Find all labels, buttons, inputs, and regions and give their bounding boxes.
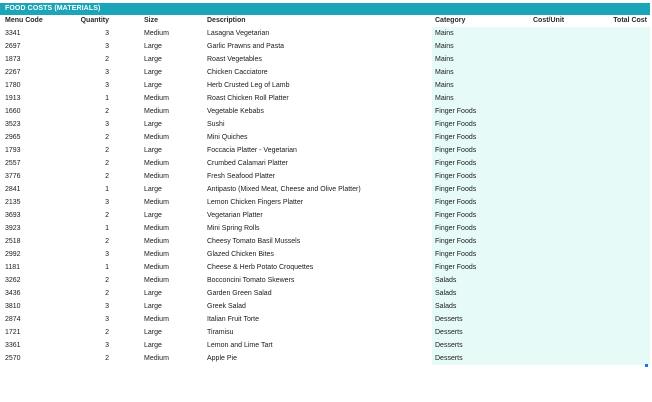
category-cell[interactable]: Mains [435, 43, 454, 50]
quantity-cell[interactable]: 1 [105, 95, 109, 102]
total-cell-background[interactable] [588, 131, 650, 144]
size-cell[interactable]: Large [144, 56, 162, 63]
cost-cell-background[interactable] [530, 183, 588, 196]
category-cell[interactable]: Desserts [435, 342, 463, 349]
total-cell-background[interactable] [588, 144, 650, 157]
header-description[interactable]: Description [207, 17, 246, 24]
description-cell[interactable]: Sushi [207, 121, 225, 128]
size-cell[interactable]: Medium [144, 316, 169, 323]
size-cell[interactable]: Large [144, 290, 162, 297]
table-row [0, 53, 650, 66]
quantity-cell[interactable]: 2 [105, 329, 109, 336]
category-cell[interactable]: Salads [435, 290, 457, 297]
category-cell[interactable]: Finger Foods [435, 121, 477, 128]
size-cell[interactable]: Medium [144, 199, 169, 206]
size-cell[interactable]: Large [144, 121, 162, 128]
menu-code-cell[interactable]: 2841 [5, 186, 21, 193]
category-cell[interactable]: Salads [435, 303, 457, 310]
description-cell[interactable]: Antipasto (Mixed Meat, Cheese and Olive Platter) [207, 186, 361, 193]
menu-code-cell[interactable]: 2518 [5, 238, 21, 245]
table-row [0, 105, 650, 118]
total-cell-background[interactable] [588, 53, 650, 66]
total-cell-background[interactable] [588, 222, 650, 235]
size-cell[interactable]: Medium [144, 30, 169, 37]
cost-cell-background[interactable] [530, 274, 588, 287]
cost-cell-background[interactable] [530, 287, 588, 300]
quantity-cell[interactable]: 3 [105, 43, 109, 50]
quantity-cell[interactable]: 3 [105, 30, 109, 37]
cost-cell-background[interactable] [530, 79, 588, 92]
quantity-cell[interactable]: 2 [105, 290, 109, 297]
category-cell[interactable]: Mains [435, 30, 454, 37]
total-cell-background[interactable] [588, 287, 650, 300]
size-cell[interactable]: Medium [144, 134, 169, 141]
description-cell[interactable]: Lasagna Vegetarian [207, 30, 270, 37]
description-cell[interactable]: Greek Salad [207, 303, 246, 310]
category-cell[interactable]: Desserts [435, 329, 463, 336]
cost-cell-background[interactable] [530, 92, 588, 105]
menu-code-cell[interactable]: 1913 [5, 95, 21, 102]
size-cell[interactable]: Medium [144, 264, 169, 271]
header-size[interactable]: Size [144, 17, 159, 24]
total-cell-background[interactable] [588, 300, 650, 313]
quantity-cell[interactable]: 2 [105, 355, 109, 362]
menu-code-cell[interactable]: 1873 [5, 56, 21, 63]
quantity-cell[interactable]: 2 [105, 238, 109, 245]
category-cell[interactable]: Finger Foods [435, 108, 477, 115]
quantity-cell[interactable]: 2 [105, 173, 109, 180]
description-cell[interactable]: Vegetable Kebabs [207, 108, 264, 115]
size-cell[interactable]: Large [144, 82, 162, 89]
category-cell[interactable]: Finger Foods [435, 238, 477, 245]
cost-cell-background[interactable] [530, 261, 588, 274]
cost-cell-background[interactable] [530, 222, 588, 235]
menu-code-cell[interactable]: 3523 [5, 121, 21, 128]
menu-code-cell[interactable]: 2267 [5, 69, 21, 76]
table-row [0, 222, 650, 235]
table-row [0, 261, 650, 274]
menu-code-cell[interactable]: 3341 [5, 30, 21, 37]
total-cell-background[interactable] [588, 196, 650, 209]
header-menu-code[interactable]: Menu Code [5, 17, 43, 24]
category-cell[interactable]: Finger Foods [435, 173, 477, 180]
total-cell-background[interactable] [588, 66, 650, 79]
menu-code-cell[interactable]: 1660 [5, 108, 21, 115]
size-cell[interactable]: Medium [144, 108, 169, 115]
table-row [0, 248, 650, 261]
category-cell[interactable]: Finger Foods [435, 212, 477, 219]
cost-cell-background[interactable] [530, 209, 588, 222]
header-quantity[interactable]: Quantity [80, 17, 109, 24]
menu-code-cell[interactable]: 2135 [5, 199, 21, 206]
category-cell[interactable]: Finger Foods [435, 186, 477, 193]
description-cell[interactable]: Lemon and Lime Tart [207, 342, 273, 349]
quantity-cell[interactable]: 2 [105, 160, 109, 167]
quantity-cell[interactable]: 3 [105, 316, 109, 323]
description-cell[interactable]: Tiramisu [207, 329, 234, 336]
description-cell[interactable]: Italian Fruit Torte [207, 316, 260, 323]
table-row [0, 40, 650, 53]
quantity-cell[interactable]: 2 [105, 277, 109, 284]
total-cell-background[interactable] [588, 248, 650, 261]
menu-code-cell[interactable]: 3776 [5, 173, 21, 180]
quantity-cell[interactable]: 3 [105, 199, 109, 206]
cost-cell-background[interactable] [530, 352, 588, 365]
total-cell-background[interactable] [588, 40, 650, 53]
category-cell[interactable]: Finger Foods [435, 199, 477, 206]
menu-code-cell[interactable]: 3262 [5, 277, 21, 284]
total-cell-background[interactable] [588, 105, 650, 118]
table-title: FOOD COSTS (MATERIALS) [0, 3, 650, 15]
size-cell[interactable]: Medium [144, 355, 169, 362]
size-cell[interactable]: Large [144, 342, 162, 349]
total-cell-background[interactable] [588, 274, 650, 287]
menu-code-cell[interactable]: 2697 [5, 43, 21, 50]
category-cell[interactable]: Finger Foods [435, 251, 477, 258]
size-cell[interactable]: Large [144, 212, 162, 219]
category-cell[interactable]: Finger Foods [435, 147, 477, 154]
quantity-cell[interactable]: 2 [105, 134, 109, 141]
description-cell[interactable]: Roast Chicken Roll Platter [207, 95, 289, 102]
cost-cell-background[interactable] [530, 27, 588, 40]
total-cell-background[interactable] [588, 339, 650, 352]
cost-cell-background[interactable] [530, 248, 588, 261]
table-row [0, 66, 650, 79]
description-cell[interactable]: Garden Green Salad [207, 290, 272, 297]
menu-code-cell[interactable]: 3693 [5, 212, 21, 219]
total-cell-background[interactable] [588, 209, 650, 222]
total-cell-background[interactable] [588, 313, 650, 326]
table-row [0, 196, 650, 209]
menu-code-cell[interactable]: 3436 [5, 290, 21, 297]
cost-cell-background[interactable] [530, 53, 588, 66]
cost-cell-background[interactable] [530, 235, 588, 248]
quantity-cell[interactable]: 3 [105, 251, 109, 258]
total-cell-background[interactable] [588, 326, 650, 339]
cost-cell-background[interactable] [530, 300, 588, 313]
description-cell[interactable]: Mini Quiches [207, 134, 248, 141]
description-cell[interactable]: Herb Crusted Leg of Lamb [207, 82, 290, 89]
size-cell[interactable]: Large [144, 329, 162, 336]
cost-cell-background[interactable] [530, 105, 588, 118]
total-cell-background[interactable] [588, 157, 650, 170]
table-row [0, 326, 650, 339]
category-cell[interactable]: Mains [435, 95, 454, 102]
cost-cell-background[interactable] [530, 40, 588, 53]
table-row [0, 352, 650, 365]
menu-code-cell[interactable]: 1181 [5, 264, 21, 271]
menu-code-cell[interactable]: 2570 [5, 355, 21, 362]
table-row [0, 235, 650, 248]
quantity-cell[interactable]: 2 [105, 147, 109, 154]
table-body [0, 27, 650, 365]
table-row [0, 144, 650, 157]
cost-cell-background[interactable] [530, 131, 588, 144]
menu-code-cell[interactable]: 2557 [5, 160, 21, 167]
description-cell[interactable]: Cheese & Herb Potato Croquettes [207, 264, 314, 271]
total-cell-background[interactable] [588, 352, 650, 365]
cost-cell-background[interactable] [530, 326, 588, 339]
table-row [0, 157, 650, 170]
category-cell[interactable]: Mains [435, 56, 454, 63]
cost-cell-background[interactable] [530, 66, 588, 79]
size-cell[interactable]: Large [144, 186, 162, 193]
total-cell-background[interactable] [588, 27, 650, 40]
description-cell[interactable]: Glazed Chicken Bites [207, 251, 274, 258]
description-cell[interactable]: Foccacia Platter - Vegetarian [207, 147, 297, 154]
description-cell[interactable]: Roast Vegetables [207, 56, 262, 63]
table-row [0, 27, 650, 40]
table-row [0, 313, 650, 326]
description-cell[interactable]: Cheesy Tomato Basil Mussels [207, 238, 301, 245]
header-cost-per-unit[interactable]: Cost/Unit [533, 17, 565, 24]
category-cell[interactable]: Mains [435, 82, 454, 89]
header-total-cost[interactable]: Total Cost [613, 17, 647, 24]
size-cell[interactable]: Medium [144, 251, 169, 258]
size-cell[interactable]: Medium [144, 225, 169, 232]
quantity-cell[interactable]: 2 [105, 108, 109, 115]
cost-cell-background[interactable] [530, 313, 588, 326]
menu-code-cell[interactable]: 3361 [5, 342, 21, 349]
category-cell[interactable]: Finger Foods [435, 134, 477, 141]
quantity-cell[interactable]: 3 [105, 82, 109, 89]
total-cell-background[interactable] [588, 92, 650, 105]
table-row [0, 92, 650, 105]
cost-cell-background[interactable] [530, 157, 588, 170]
size-cell[interactable]: Medium [144, 173, 169, 180]
table-row [0, 183, 650, 196]
menu-code-cell[interactable]: 2874 [5, 316, 21, 323]
quantity-cell[interactable]: 1 [105, 225, 109, 232]
quantity-cell[interactable]: 2 [105, 212, 109, 219]
header-row [0, 15, 650, 27]
size-cell[interactable]: Medium [144, 277, 169, 284]
quantity-cell[interactable]: 3 [105, 121, 109, 128]
quantity-cell[interactable]: 3 [105, 342, 109, 349]
total-cell-background[interactable] [588, 118, 650, 131]
total-cell-background[interactable] [588, 183, 650, 196]
table-row [0, 131, 650, 144]
menu-code-cell[interactable]: 1793 [5, 147, 21, 154]
cost-cell-background[interactable] [530, 196, 588, 209]
selection-handle[interactable] [645, 364, 648, 367]
table-row [0, 79, 650, 92]
table-row [0, 300, 650, 313]
category-cell[interactable]: Mains [435, 69, 454, 76]
menu-code-cell[interactable]: 1721 [5, 329, 21, 336]
description-cell[interactable]: Lemon Chicken Fingers Platter [207, 199, 304, 206]
category-cell[interactable]: Finger Foods [435, 264, 477, 271]
header-category[interactable]: Category [435, 17, 466, 24]
table-row [0, 209, 650, 222]
cost-cell-background[interactable] [530, 339, 588, 352]
menu-code-cell[interactable]: 1780 [5, 82, 21, 89]
size-cell[interactable]: Large [144, 43, 162, 50]
category-cell[interactable]: Finger Foods [435, 225, 477, 232]
quantity-cell[interactable]: 3 [105, 303, 109, 310]
total-cell-background[interactable] [588, 261, 650, 274]
cost-cell-background[interactable] [530, 170, 588, 183]
table-row [0, 287, 650, 300]
description-cell[interactable]: Chicken Cacciatore [207, 69, 268, 76]
cost-cell-background[interactable] [530, 118, 588, 131]
table-row [0, 274, 650, 287]
table-row [0, 170, 650, 183]
size-cell[interactable]: Large [144, 303, 162, 310]
description-cell[interactable]: Fresh Seafood Platter [207, 173, 276, 180]
size-cell[interactable]: Large [144, 69, 162, 76]
food-costs-table [0, 3, 650, 365]
quantity-cell[interactable]: 2 [105, 56, 109, 63]
description-cell[interactable]: Apple Pie [207, 355, 237, 362]
total-cell-background[interactable] [588, 79, 650, 92]
description-cell[interactable]: Crumbed Calamari Platter [207, 160, 288, 167]
description-cell[interactable]: Garlic Prawns and Pasta [207, 43, 285, 50]
table-row [0, 339, 650, 352]
menu-code-cell[interactable]: 2992 [5, 251, 21, 258]
total-cell-background[interactable] [588, 235, 650, 248]
category-cell[interactable]: Desserts [435, 355, 463, 362]
description-cell[interactable]: Bocconcini Tomato Skewers [207, 277, 295, 284]
category-cell[interactable]: Desserts [435, 316, 463, 323]
menu-code-cell[interactable]: 3810 [5, 303, 21, 310]
quantity-cell[interactable]: 1 [105, 264, 109, 271]
quantity-cell[interactable]: 3 [105, 69, 109, 76]
category-cell[interactable]: Salads [435, 277, 457, 284]
category-cell[interactable]: Finger Foods [435, 160, 477, 167]
menu-code-cell[interactable]: 3923 [5, 225, 21, 232]
size-cell[interactable]: Large [144, 147, 162, 154]
size-cell[interactable]: Medium [144, 160, 169, 167]
menu-code-cell[interactable]: 2965 [5, 134, 21, 141]
total-cell-background[interactable] [588, 170, 650, 183]
table-row [0, 118, 650, 131]
description-cell[interactable]: Mini Spring Rolls [207, 225, 260, 232]
quantity-cell[interactable]: 1 [105, 186, 109, 193]
cost-cell-background[interactable] [530, 144, 588, 157]
size-cell[interactable]: Medium [144, 95, 169, 102]
description-cell[interactable]: Vegetarian Platter [207, 212, 263, 219]
size-cell[interactable]: Medium [144, 238, 169, 245]
